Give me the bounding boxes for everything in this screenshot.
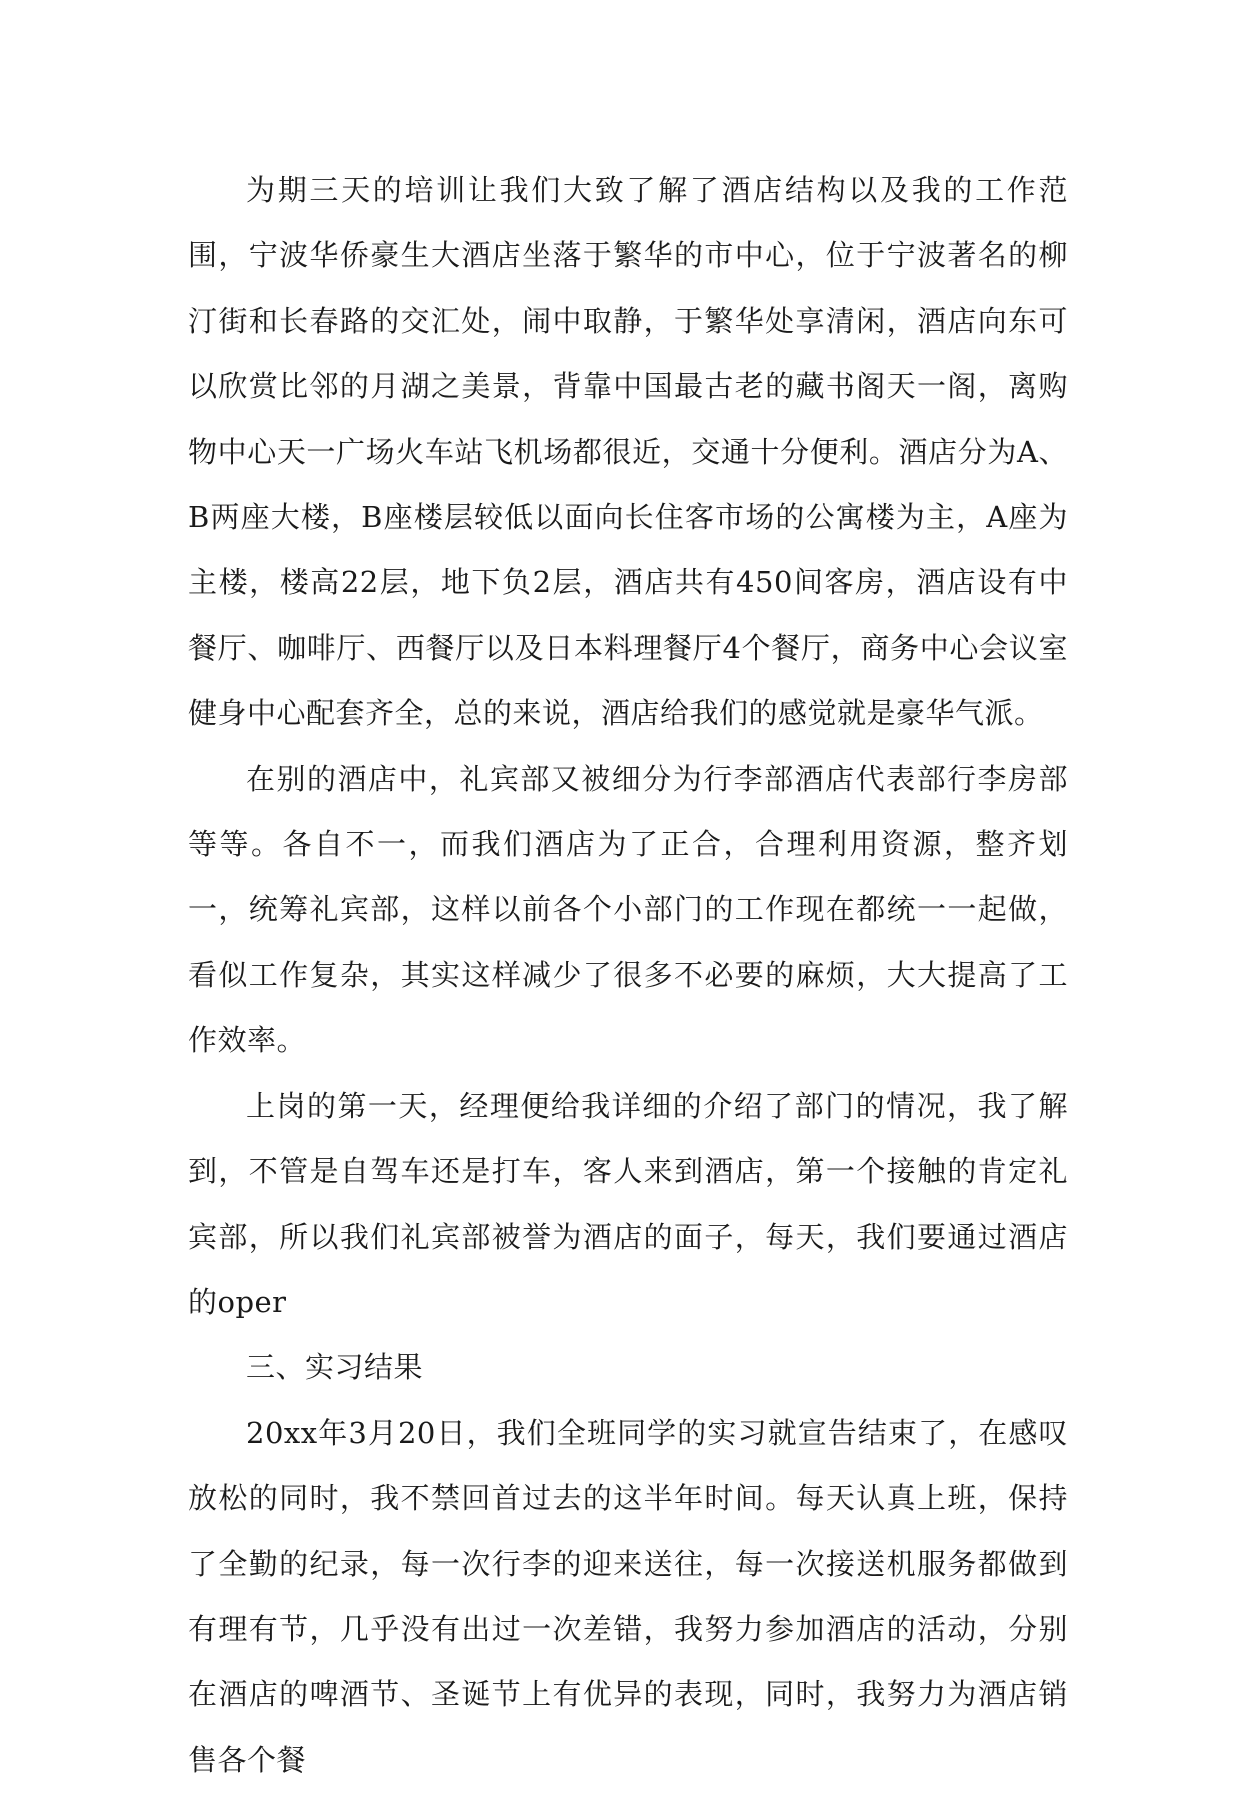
- section-heading: 三、实习结果: [246, 1350, 424, 1385]
- paragraph-internship-result: 20xx年3月20日，我们全班同学的实习就宣告结束了，在感叹放松的同时，我不禁回首过去的这半年时间。每天认真上班，保持了全勤的纪录，每一次行李的迎来送往，每一次接送机服务都做到有理有节，几乎没有出过一次差错，我努力参加酒店的活动，分别在酒店的啤酒节、圣诞节上有优异的表现，同时，我努力为酒店销售各个餐: [188, 1415, 1068, 1777]
- paragraph-concierge-structure: 在别的酒店中，礼宾部又被细分为行李部酒店代表部行李房部等等。各自不一，而我们酒店为了正合，合理利用资源，整齐划一，统筹礼宾部，这样以前各个小部门的工作现在都统一一起做，看似工作复杂，其实这样减少了很多不必要的麻烦，大大提高了工作效率。: [188, 761, 1068, 1058]
- document-body: [188, 158, 1068, 1793]
- paragraph-first-day: 上岗的第一天，经理便给我详细的介绍了部门的情况，我了解到，不管是自驾车还是打车，客人来到酒店，第一个接触的肯定礼宾部，所以我们礼宾部被誉为酒店的面子，每天，我们要通过酒店的oper: [188, 1088, 1068, 1319]
- paragraph-hotel-overview: 为期三天的培训让我们大致了解了酒店结构以及我的工作范围，宁波华侨豪生大酒店坐落于繁华的市中心，位于宁波著名的柳汀街和长春路的交汇处，闹中取静，于繁华处享清闲，酒店向东可以欣赏比邻的月湖之美景，背靠中国最古老的藏书阁天一阁，离购物中心天一广场火车站飞机场都很近，交通十分便利。酒店分为A、B两座大楼，B座楼层较低以面向长住客市场的公寓楼为主，A座为主楼，楼高22层，地下负2层，酒店共有450间客房，酒店设有中餐厅、咖啡厅、西餐厅以及日本料理餐厅4个餐厅，商务中心会议室健身中心配套齐全，总的来说，酒店给我们的感觉就是豪华气派。: [188, 173, 1068, 731]
